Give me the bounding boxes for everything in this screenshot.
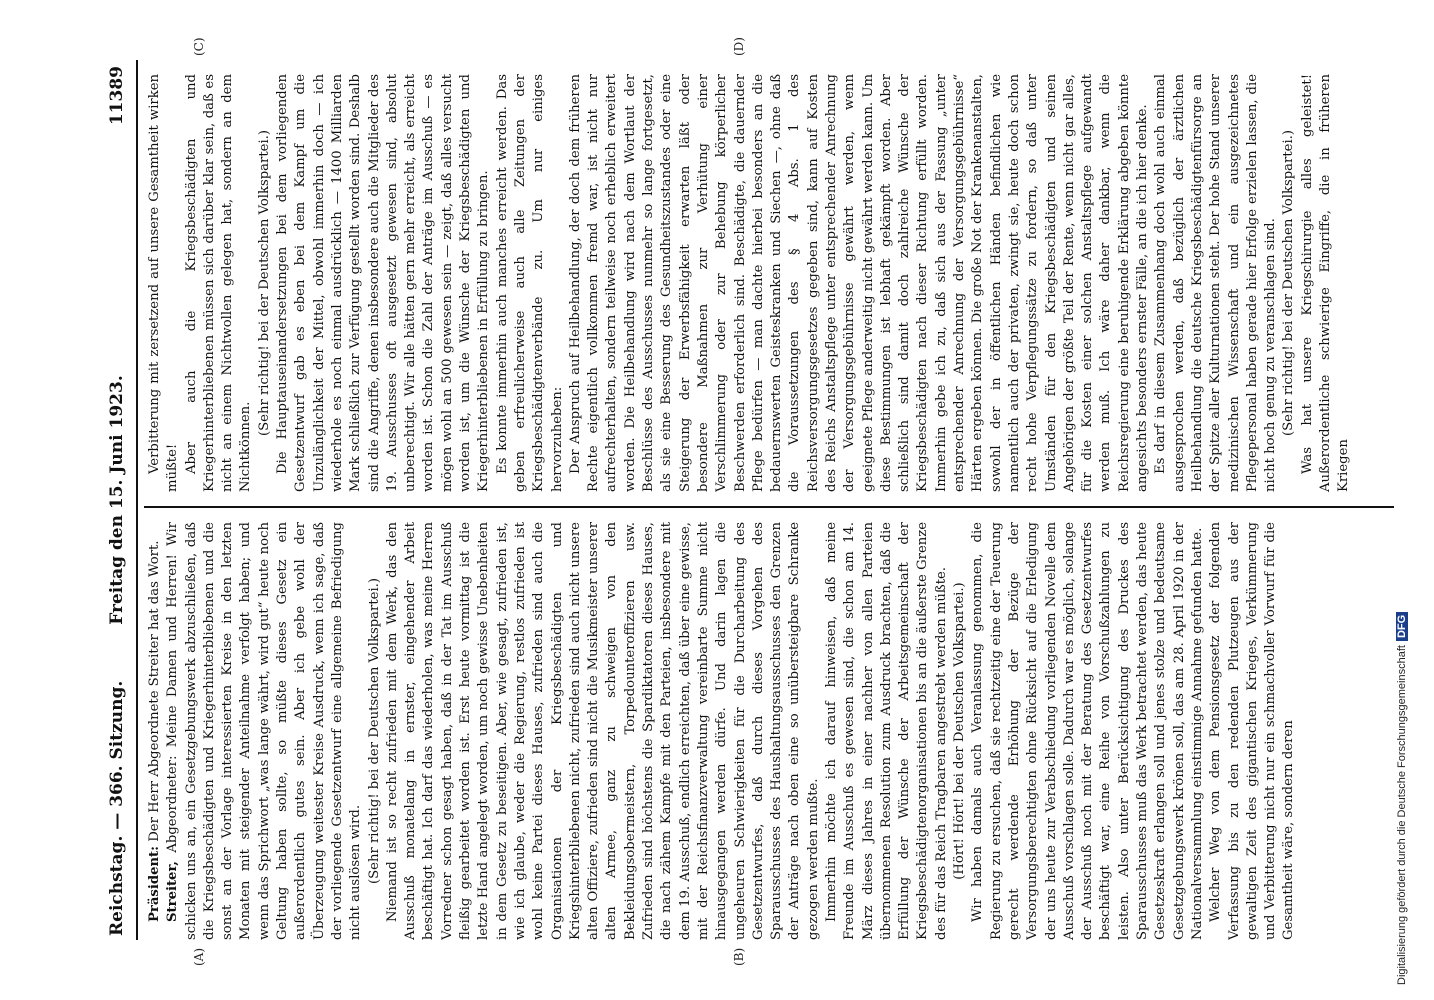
paragraph-text: Abgeordneter: Meine Damen und Herren! Wir schicken uns an, ein Gesetzgebungswerk abzuschließen, daß die Kriegsbeschädigten und Kriegerhinterbliebenen und die sonst an der Vorlage interessierten Kreise in den letzten Monaten mit steigender Anteilnahme verfolgt haben; und wenn das Sprichwort „was lange währt, wird gut“ heute noch Geltung haben sollte, so müßte dieses Gesetz ein außerordentlich gutes sein. Aber ich gebe wohl der Überzeugung weitester Kreise Ausdruck, wenn ich sage, daß der vorliegende Gesetzentwurf eine allgemeine Befriedigung nicht auslösen wird. (165, 522, 364, 940)
margin-marker-d: (D) (732, 37, 746, 56)
header-session: Reichstag. — 366. Sitzung. (107, 680, 127, 936)
paragraph (494, 74, 567, 492)
page-header (100, 60, 138, 940)
header-date: Freitag den 15. Juni 1923. (107, 375, 127, 625)
paragraph-text: Immerhin möchte ich darauf hinweisen, daß meine Freunde im Ausschuß es gewesen sind, die schon am 14. März dieses Jahres in einer nachher von allen Parteien übernommenen Resolution zum Ausdruck brachten, daß die Erfüllung der Wünsche der Arbeitsgemeinschaft der Kriegsbeschädigtenorganisationen bis an die äußerste Grenze des für das Reich Tragbaren angestrebt werden müßte. (823, 522, 949, 940)
paragraph (1207, 522, 1298, 940)
paragraph (823, 522, 951, 940)
paragraph-text: Welcher Weg von dem Pensionsgesetz der folgenden Verfassung bis zu den redenden Plutzeugen aus der gewaltigen Zeit des gigantischen Krieges, Verkümmerung und Verbitterung nicht nur ein schmachvoller Vorwurf für die Gesamtheit wäre, sondern deren (1208, 522, 1297, 940)
interjection: (Sehr richtig! bei der Deutschen Volkspartei.) (1281, 129, 1297, 437)
paragraph (146, 522, 164, 940)
document-page (100, 37, 1400, 966)
column-divider (144, 506, 1394, 508)
paragraph (164, 522, 365, 940)
speaker-name: Streiter, (165, 860, 181, 922)
paragraph (274, 74, 494, 492)
paragraph (567, 74, 1153, 492)
credit-text: Digitalisierung gefördert durch die Deutsche Forschungsgemeinschaft (1396, 645, 1408, 985)
paragraph-text: Aber auch die Kriegsbeschädigten und Kriegerhinterbliebenen müssen sich darüber klar sein, daß es nicht an einem Nichtwollen gelegen hat, sondern an dem Nichtkönnen. (183, 74, 254, 492)
paragraph (1152, 74, 1280, 492)
margin-marker-a: (A) (192, 947, 206, 966)
paragraph-text: Der Anspruch auf Heilbehandlung, der doch dem früheren Rechte eigentlich vollkommen fremd war, ist nicht nur aufrechterhalten, sondern teilweise noch erheblich erweitert worden. Die Heilbehandlung wird nach dem Wortlaut der Beschlüsse des Ausschusses nunmehr so lange fortgesetzt, als sie eine Besserung des Gesundheitszustandes oder eine Steigerung der Erwerbsfähigkeit erwarten läßt oder besondere Maßnahmen zur Verhütung einer Verschlimmerung oder zur Behebung körperlicher Beschwerden erforderlich sind. Beschädigte, die dauernder Pflege bedürfen — man dachte hierbei besonders an die bedauernswerten Geisteskranken und Siechen —, ohne daß die Voraussetzungen des § 4 Abs. 1 des Reichsversorgungsgesetzes gegeben sind, kann auf Kosten des Reichs Anstaltspflege unter entsprechender Anrechnung der Versorgungsgebührnisse gewährt werden, wenn geeignete Pflege anderweitig nicht gewährt werden kann. Um diese Bestimmungen ist lebhaft gekämpft worden. Aber schließlich sind damit doch zahlreiche Wünsche der Kriegsbeschädigten nach dieser Richtung erfüllt worden. Immerhin gebe ich zu, daß sich aus der Fassung „unter entsprechender Anrechnung der Versorgungsgebührnisse“ Härten ergeben können. Die große Not der Krankenanstalten, sowohl der in öffentlichen Händen befindlichen wie namentlich auch der privaten, zwingt sie, heute doch schon recht hohe Verpflegungssätze zu fordern, so daß unter Umständen für den Kriegsbeschädigten und seinen Angehörigen der größte Teil der Rente, wenn nicht gar alles, für die Kosten einer solchen Anstaltspflege aufgewandt werden muß. Ich wäre daher dankbar, wenn die Reichsregierung eine beruhigende Erklärung abgeben könnte angesichts besonders ernster Fälle, an die ich hier denke. (567, 74, 1151, 492)
paragraph (183, 74, 256, 492)
margin-marker-b: (B) (732, 947, 746, 966)
dfg-logo: DFG (1396, 612, 1408, 641)
speaker-name: Präsident: (147, 845, 162, 922)
margin-marker-c: (C) (192, 37, 206, 56)
interjection: (Sehr richtig! bei der Deutschen Volkspartei.) (366, 577, 382, 885)
paragraph-text: Was hat unsere Kriegschirurgie alles geleistet! Außerordentliche schwierige Eingriffe, die in früheren Kriegen (1299, 74, 1352, 492)
paragraph (384, 522, 823, 940)
paragraph-text: Die Hauptauseinandersetzungen bei dem vorliegenden Gesetzentwurf gab es eben bei dem Kampf um die Unzulänglichkeit der Mittel, obwohl immerhin doch — ich wiederhole es noch einmal ausdrücklich — 1400 Milliarden Mark schließlich zur Verfügung gestellt worden sind. Deshalb sind die Angriffe, denen insbesondere auch die Mitglieder des 19. Ausschusses oft ausgesetzt gewesen sind, absolut unberechtigt. Wir alle hätten gern mehr erreicht, als erreicht worden ist. Schon die Zahl der Anträge im Ausschuß — es mögen wohl an 500 gewesen sein — zeigt, daß alles versucht worden ist, um die Wünsche der Kriegsbeschädigten und Kriegerhinterbliebenen in Erfüllung zu bringen. (275, 74, 492, 492)
paragraph-text: Der Herr Abgeordnete Streiter hat das Wort. (147, 540, 162, 842)
paragraph-text: Es darf in diesem Zusammenhang doch wohl auch einmal ausgesprochen werden, daß bezüglich der ärztlichen Heilbehandlung die deutsche Kriegsbeschädigtenfürsorge an der Spitze aller Kulturnationen steht. Der hohe Stand unserer medizinischen Wissenschaft und ein ausgezeichnetes Pflegepersonal haben gerade hier Erfolge erzielen lassen, die nicht hoch genug zu veranschlagen sind. (1153, 74, 1279, 492)
paragraph-text: Verbitterung mit zersetzend auf unsere Gesamtheit wirken müßte! (147, 74, 181, 492)
right-column (146, 74, 1396, 492)
interjection: (Hört! Hört! bei der Deutschen Volkspartei.) (952, 582, 968, 880)
paragraph (1299, 74, 1354, 492)
interjection: (Sehr richtig! bei der Deutschen Volkspartei.) (256, 129, 272, 437)
left-column (146, 522, 1396, 940)
digitization-credit (1396, 5, 1408, 985)
paragraph (969, 522, 1207, 940)
paragraph-text: Niemand ist so recht zufrieden mit dem Werk, das den Ausschuß monatelang in ernster, eingehender Arbeit beschäftigt hat. Ich darf das wiederholen, was meine Herren Vorredner schon gesagt haben, daß in der Tat im Ausschuß fleißig gearbeitet worden ist. Erst heute vormittag ist die letzte Hand angelegt worden, um noch gewisse Unebenheiten in dem Gesetz zu beseitigen. Aber, wie gesagt, zufrieden ist, wie ich glaube, weder die Regierung, restlos zufrieden ist wohl keine Partei dieses Hauses, zufrieden sind auch die Organisationen der Kriegsbeschädigten und Kriegshinterbliebenen nicht, zufrieden sind auch nicht unsere alten Offiziere, zufrieden sind nicht die Musikmeister unserer alten Armee, ganz zu schweigen von den Bekleidungsobermeistern, Torpedounteroffizieren usw. Zufrieden sind höchstens die Spardiktatoren dieses Hauses, die nach zähem Kampfe mit den Parteien, insbesondere mit dem 19. Ausschuß, endlich erreichten, daß über eine gewisse, mit der Reichsfinanzverwaltung vereinbarte Summe nicht hinausgegangen werden dürfe. Und darin lagen die ungeheuren Schwierigkeiten für die Durcharbeitung des Gesetzentwurfes, daß durch dieses Vorgehen des Sparausschusses des Haushaltungsausschusses den Grenzen der Anträge nach oben eine so unübersteigbare Schranke gezogen werden mußte. (384, 522, 821, 940)
paragraph-text: Wir haben damals auch Veranlassung genommen, die Regierung zu ersuchen, daß sie rechtzeitig eine der Teuerung gerecht werdende Erhöhung der Bezüge der Versorgungsberechtigten ohne Rücksicht auf die Erledigung der uns heute zur Verabschiedung vorliegenden Novelle dem Ausschuß vorschlagen solle. Dadurch war es möglich, solange der Ausschuß noch mit der Beratung des Gesetzentwurfes beschäftigt war, eine Reihe von Vorschußzahlungen zu leisten. Also unter Berücksichtigung des Druckes des Sparausschusses muß das Werk betrachtet werden, das heute Gesetzeskraft erlangen soll und jenes stolze und bedeutsame Gesetzgebungswerk krönen soll, das am 28. April 1920 in der Nationalversammlung einstimmige Annahme gefunden hatte. (970, 522, 1205, 940)
paragraph-text: Es konnte immerhin auch manches erreicht werden. Das geben erfreulicherweise auch alle Zeitungen der Kriegsbeschädigtenverbände zu. Um nur einiges hervorzuheben: (494, 74, 565, 492)
paragraph (146, 74, 183, 492)
header-page-number: 11389 (107, 66, 127, 126)
